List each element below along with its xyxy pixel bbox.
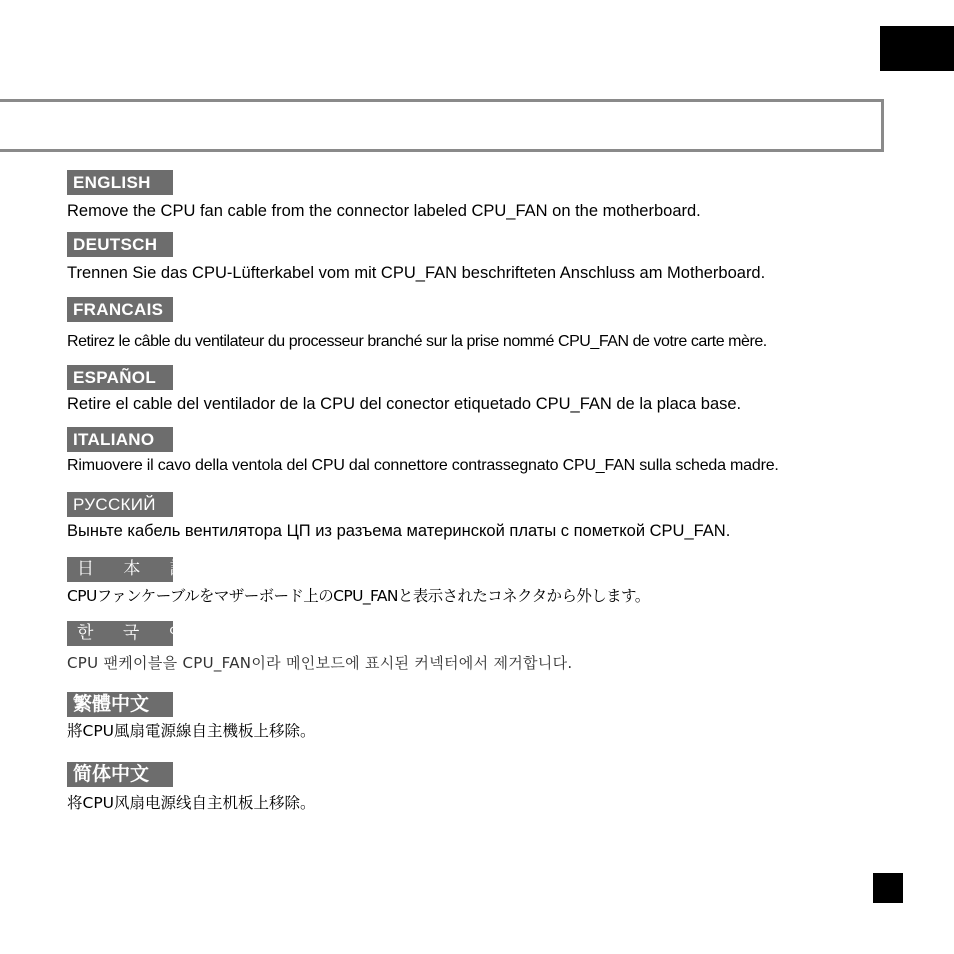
section-russian bbox=[67, 492, 897, 541]
section-simplified-chinese bbox=[67, 762, 897, 813]
instruction-text-deutsch: Trennen Sie das CPU-Lüfterkabel vom mit CPU_FAN beschrifteten Anschluss am Motherboard. bbox=[67, 264, 766, 282]
page-corner-marker bbox=[873, 873, 903, 903]
section-traditional-chinese bbox=[67, 692, 897, 741]
language-label-espanol: ESPAÑOL bbox=[67, 365, 173, 390]
instruction-text-english: Remove the CPU fan cable from the connector labeled CPU_FAN on the motherboard. bbox=[67, 202, 701, 220]
instruction-text-russian: Выньте кабель вентилятора ЦП из разъема материнской платы с пометкой CPU_FAN. bbox=[67, 522, 731, 540]
section-italiano bbox=[67, 427, 897, 476]
language-label-russian: РУССКИЙ bbox=[67, 492, 173, 517]
instruction-text-espanol: Retire el cable del ventilador de la CPU del conector etiquetado CPU_FAN de la placa base. bbox=[67, 395, 742, 413]
instruction-text-francais: Retirez le câble du ventilateur du processeur branché sur la prise nommé CPU_FAN de votre carte mère. bbox=[67, 333, 767, 350]
section-espanol bbox=[67, 365, 897, 414]
section-francais bbox=[67, 297, 897, 352]
section-japanese bbox=[67, 557, 897, 606]
language-label-traditional-chinese: 繁體中文 bbox=[67, 692, 173, 717]
section-korean bbox=[67, 621, 897, 673]
section-english bbox=[67, 170, 897, 221]
language-label-english: ENGLISH bbox=[67, 170, 173, 195]
instruction-text-traditional-chinese: 將CPU風扇電源線自主機板上移除。 bbox=[67, 722, 316, 740]
instruction-text-japanese: CPUファンケーブルをマザーボード上のCPU_FANと表示されたコネクタから外します。 bbox=[67, 587, 650, 605]
instruction-text-korean: CPU 팬케이블을 CPU_FAN이라 메인보드에 표시된 커넥터에서 제거합니다. bbox=[67, 654, 573, 672]
language-label-simplified-chinese: 简体中文 bbox=[67, 762, 173, 787]
instruction-text-italiano: Rimuovere il cavo della ventola del CPU dal connettore contrassegnato CPU_FAN sulla scheda madre. bbox=[67, 457, 779, 474]
language-label-japanese: 日 本 語 bbox=[67, 557, 173, 582]
corner-tab-marker bbox=[880, 26, 954, 71]
language-label-deutsch: DEUTSCH bbox=[67, 232, 173, 257]
instruction-text-simplified-chinese: 将CPU风扇电源线自主机板上移除。 bbox=[67, 794, 316, 812]
section-deutsch bbox=[67, 232, 897, 283]
language-label-italiano: ITALIANO bbox=[67, 427, 173, 452]
language-label-korean: 한 국 어 bbox=[67, 621, 173, 646]
header-frame bbox=[0, 99, 884, 152]
language-label-francais: FRANCAIS bbox=[67, 297, 173, 322]
